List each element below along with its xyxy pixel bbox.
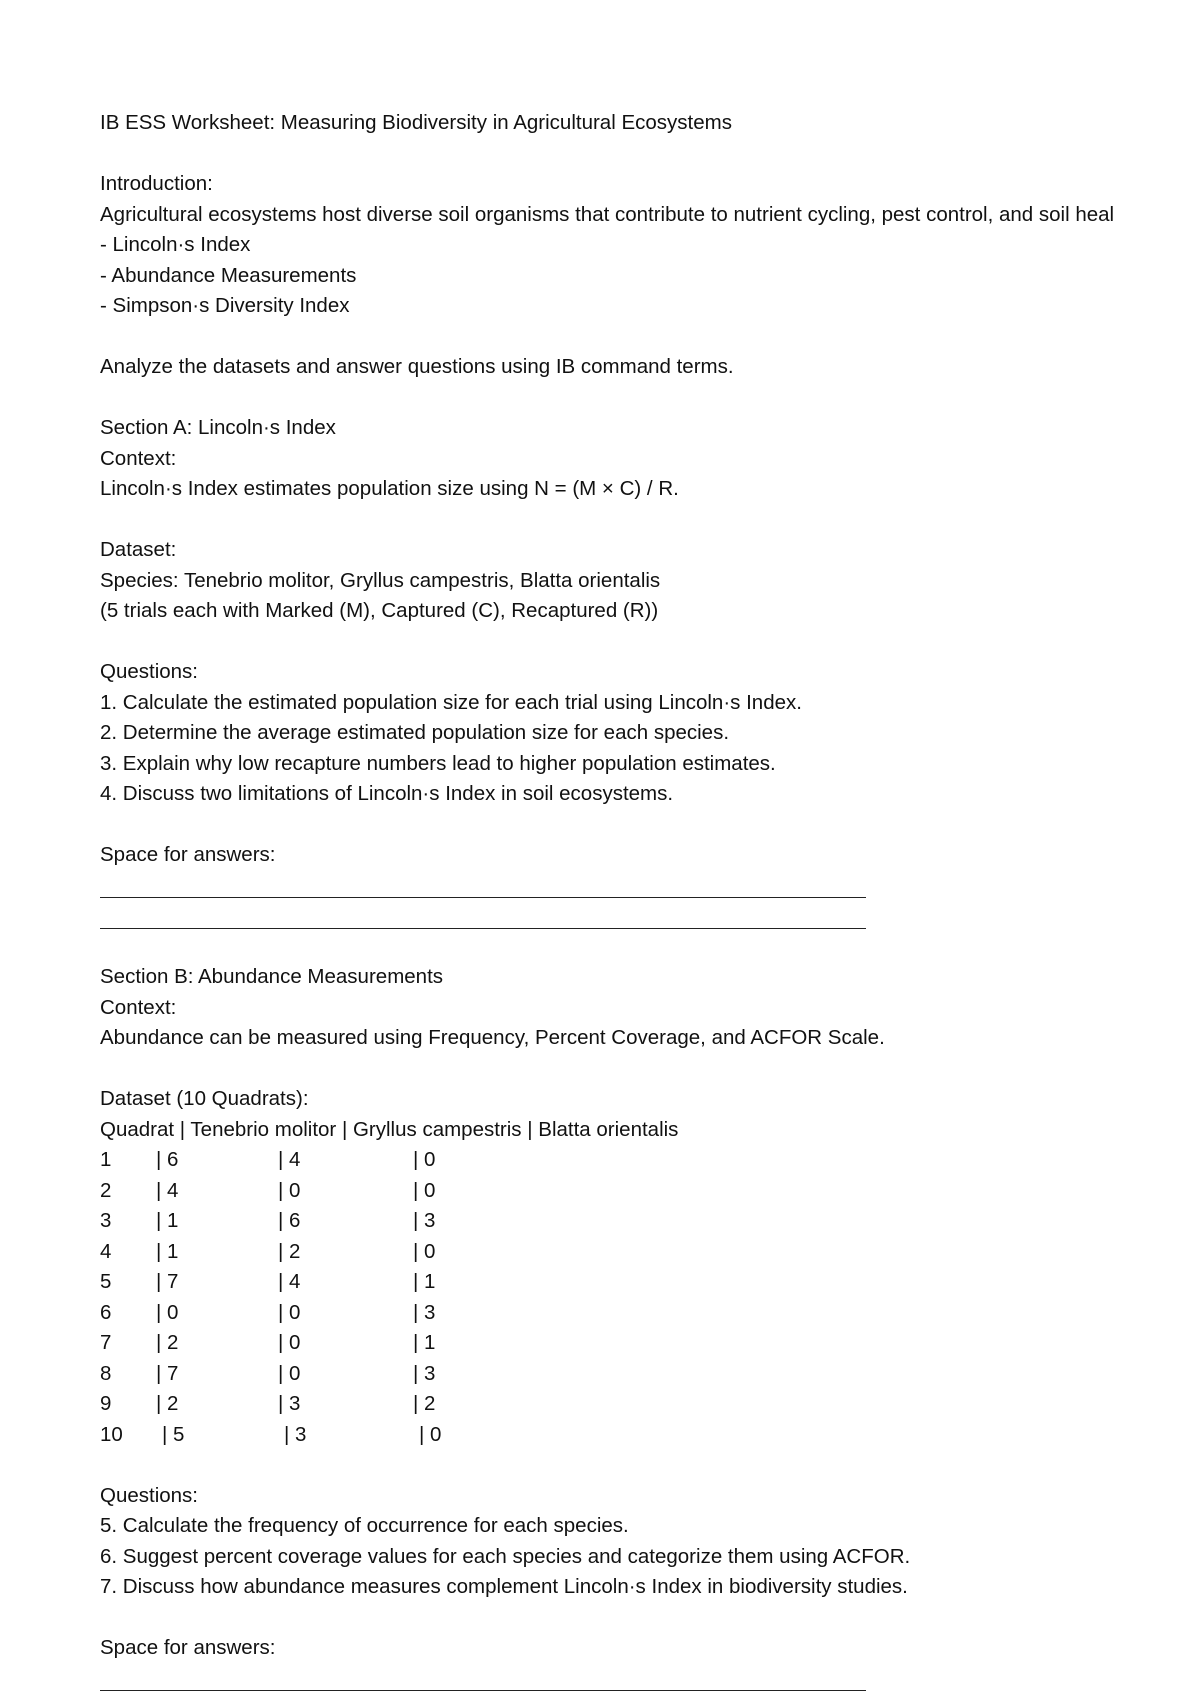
blatta-count: | 3 <box>413 1209 436 1232</box>
question-item: 6. Suggest percent coverage values for each species and categorize them using ACFOR. <box>100 1544 911 1568</box>
tenebrio-count: | 1 <box>156 1209 179 1232</box>
quadrat-number: 2 <box>100 1178 112 1202</box>
quadrat-number: 3 <box>100 1209 112 1232</box>
tenebrio-count: | 1 <box>156 1239 179 1263</box>
spacer <box>100 1450 1200 1481</box>
blatta-count: | 1 <box>413 1331 436 1354</box>
quadrat-table-header: Quadrat | Tenebrio molitor | Gryllus campestris | Blatta orientalis <box>100 1117 679 1141</box>
answer-line[interactable] <box>100 1664 866 1695</box>
table-row <box>100 1176 1200 1207</box>
table-row <box>100 1420 1200 1451</box>
spacer <box>100 932 1200 963</box>
section-a-questions-label: Questions: <box>100 660 198 683</box>
method-item: - Abundance Measurements <box>100 263 357 287</box>
section-b-questions-label: Questions: <box>100 1483 198 1507</box>
blatta-count: | 0 <box>413 1148 436 1171</box>
section-a-heading: Section A: Lincoln·s Index <box>100 416 336 439</box>
spacer <box>100 322 1200 353</box>
question-item: 4. Discuss two limitations of Lincoln·s Index in soil ecosystems. <box>100 782 674 805</box>
gryllus-count: | 0 <box>278 1300 301 1324</box>
question-item: 5. Calculate the frequency of occurrence for each species. <box>100 1514 629 1537</box>
spacer <box>100 1054 1200 1085</box>
section-a-dataset-label: Dataset: <box>100 538 177 561</box>
quadrat-number: 9 <box>100 1392 112 1415</box>
gryllus-count: | 4 <box>278 1148 301 1171</box>
tenebrio-count: | 6 <box>156 1148 179 1171</box>
document-title: IB ESS Worksheet: Measuring Biodiversity in Agricultural Ecosystems <box>100 111 732 134</box>
section-b-heading: Section B: Abundance Measurements <box>100 965 444 988</box>
section-a-answers-label: Space for answers: <box>100 843 276 866</box>
gryllus-count: | 3 <box>284 1422 307 1446</box>
quadrat-number: 6 <box>100 1300 112 1324</box>
worksheet-content <box>100 108 1200 1694</box>
gryllus-count: | 4 <box>278 1270 301 1293</box>
method-item: - Simpson·s Diversity Index <box>100 294 350 317</box>
tenebrio-count: | 0 <box>156 1300 179 1324</box>
table-row <box>100 1328 1200 1359</box>
blatta-count: | 1 <box>413 1270 436 1293</box>
section-a-context-label: Context: <box>100 446 177 470</box>
quadrat-number: 8 <box>100 1361 112 1385</box>
quadrat-table <box>100 1145 1200 1450</box>
table-row <box>100 1389 1200 1420</box>
tenebrio-count: | 5 <box>162 1422 185 1446</box>
spacer <box>100 139 1200 170</box>
tenebrio-count: | 4 <box>156 1178 179 1202</box>
table-row <box>100 1267 1200 1298</box>
table-row <box>100 1298 1200 1329</box>
spacer <box>100 1603 1200 1634</box>
gryllus-count: | 0 <box>278 1178 301 1202</box>
tenebrio-count: | 7 <box>156 1361 179 1385</box>
tenebrio-count: | 2 <box>156 1331 179 1354</box>
section-a-context-text: Lincoln·s Index estimates population size using N = (M × C) / R. <box>100 477 679 500</box>
quadrat-number: 10 <box>100 1422 123 1446</box>
blatta-count: | 0 <box>419 1422 442 1446</box>
quadrat-number: 5 <box>100 1270 112 1293</box>
spacer <box>100 383 1200 414</box>
table-row <box>100 1206 1200 1237</box>
quadrat-number: 4 <box>100 1239 112 1263</box>
section-b-dataset-label: Dataset (10 Quadrats): <box>100 1087 309 1110</box>
gryllus-count: | 2 <box>278 1239 301 1263</box>
answer-line[interactable] <box>100 871 866 902</box>
blatta-count: | 3 <box>413 1361 436 1385</box>
section-a-species-line: Species: Tenebrio molitor, Gryllus campestris, Blatta orientalis <box>100 568 661 592</box>
gryllus-count: | 6 <box>278 1209 301 1232</box>
blatta-count: | 0 <box>413 1178 436 1202</box>
table-row <box>100 1237 1200 1268</box>
intro-text: Agricultural ecosystems host diverse soil organisms that contribute to nutrient cycling, pest control, and soil heal <box>100 202 1115 226</box>
spacer <box>100 810 1200 841</box>
section-b-answers-label: Space for answers: <box>100 1636 276 1659</box>
quadrat-number: 7 <box>100 1331 112 1354</box>
question-item: 1. Calculate the estimated population size for each trial using Lincoln·s Index. <box>100 690 802 714</box>
section-b-context-label: Context: <box>100 995 177 1019</box>
intro-heading: Introduction: <box>100 172 213 195</box>
gryllus-count: | 0 <box>278 1361 301 1385</box>
blatta-count: | 0 <box>413 1239 436 1263</box>
section-b-context-text: Abundance can be measured using Frequency, Percent Coverage, and ACFOR Scale. <box>100 1026 885 1049</box>
question-item: 2. Determine the average estimated population size for each species. <box>100 721 730 744</box>
blatta-count: | 2 <box>413 1392 436 1415</box>
section-a-trials-line: (5 trials each with Marked (M), Captured (C), Recaptured (R)) <box>100 599 659 622</box>
blatta-count: | 3 <box>413 1300 436 1324</box>
method-item: - Lincoln·s Index <box>100 233 251 256</box>
tenebrio-count: | 7 <box>156 1270 179 1293</box>
question-item: 3. Explain why low recapture numbers lead to higher population estimates. <box>100 751 776 775</box>
gryllus-count: | 0 <box>278 1331 301 1354</box>
spacer <box>100 505 1200 536</box>
table-row <box>100 1359 1200 1390</box>
spacer <box>100 627 1200 658</box>
intro-instruction: Analyze the datasets and answer questions using IB command terms. <box>100 355 734 378</box>
gryllus-count: | 3 <box>278 1392 301 1415</box>
answer-line[interactable] <box>100 901 866 932</box>
quadrat-number: 1 <box>100 1148 112 1171</box>
table-row <box>100 1145 1200 1176</box>
question-item: 7. Discuss how abundance measures complement Lincoln·s Index in biodiversity studies. <box>100 1575 908 1598</box>
tenebrio-count: | 2 <box>156 1392 179 1415</box>
